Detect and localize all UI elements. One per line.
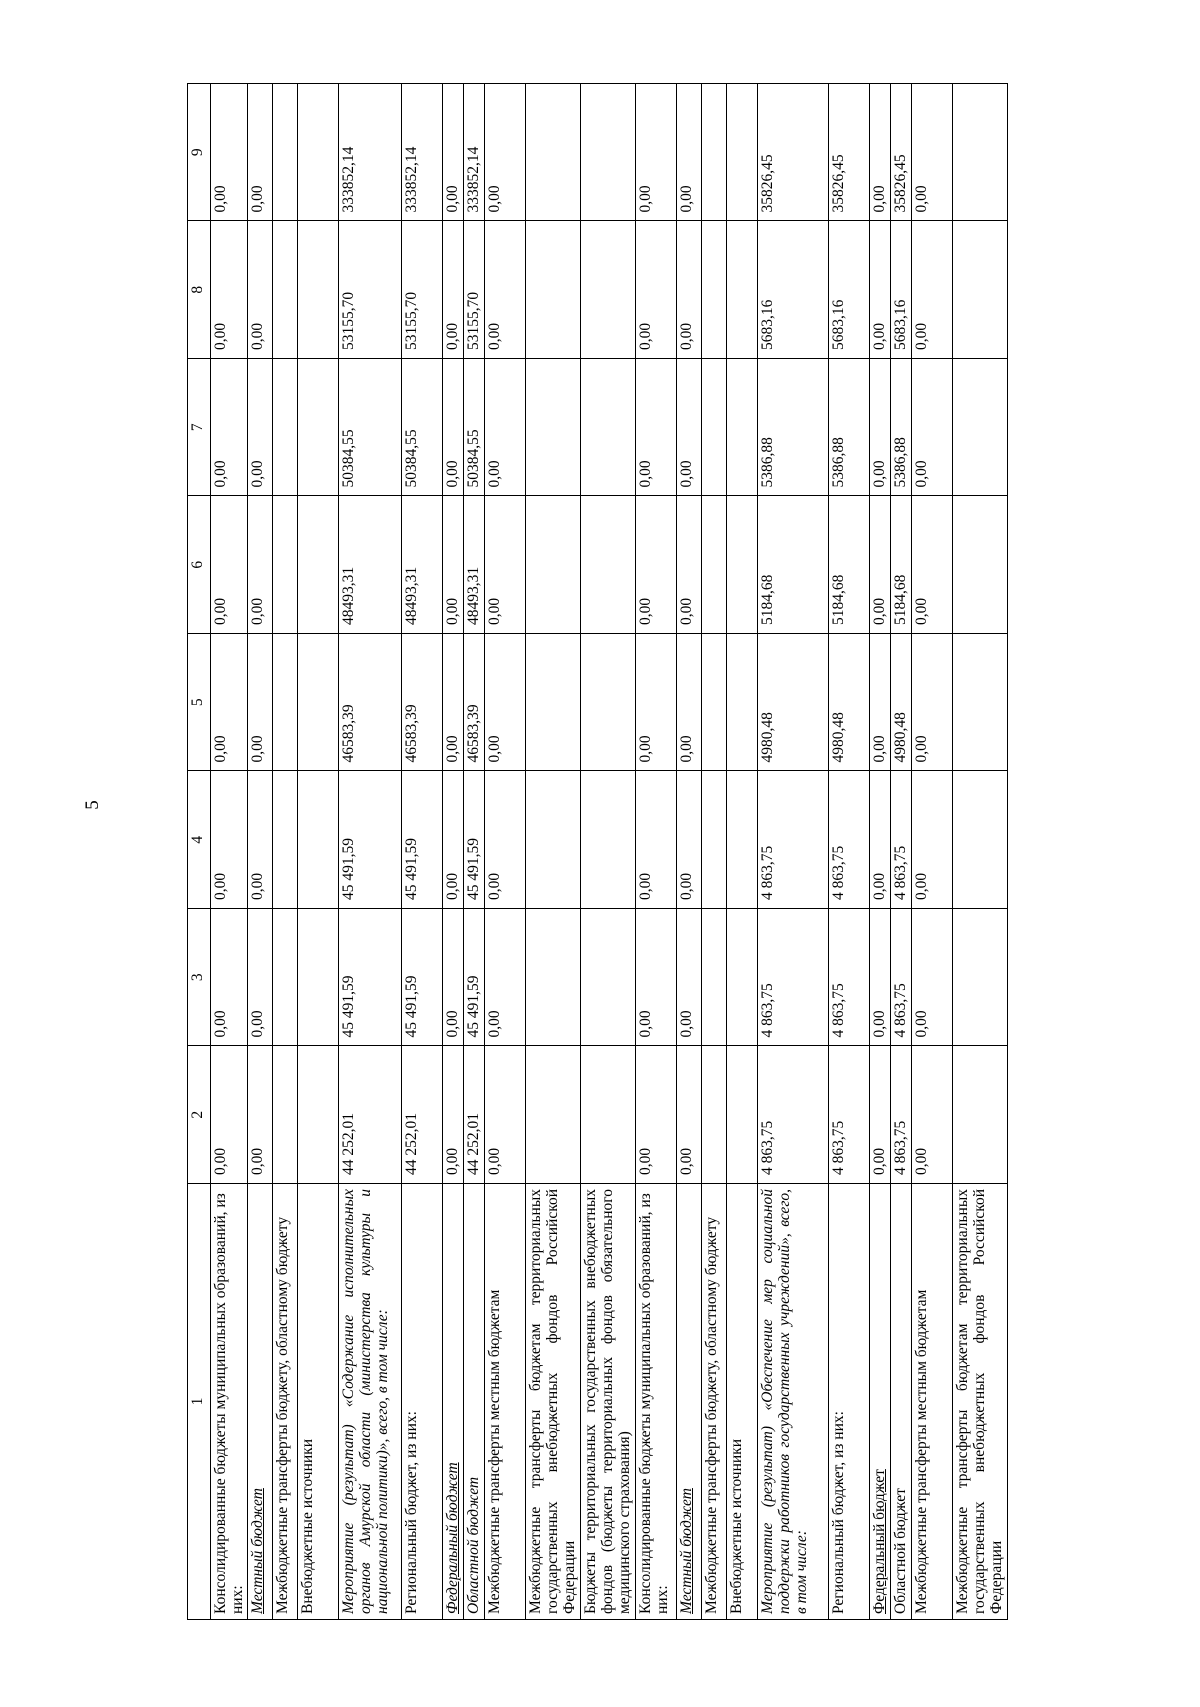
table-cell: 0,00	[912, 359, 953, 497]
row-label: Консолидированные бюджеты муниципальных образований, из них:	[636, 1184, 677, 1620]
page-number: 5	[82, 800, 103, 810]
row-label: Местный бюджет	[248, 1184, 273, 1620]
table-row	[870, 84, 891, 1620]
table-cell	[727, 84, 758, 222]
table-cell: 5184,68	[758, 496, 829, 634]
row-label: Местный бюджет	[677, 1184, 702, 1620]
table-cell: 333852,14	[464, 84, 485, 222]
table-cell: 0,00	[485, 496, 526, 634]
header-col-1: 1	[188, 1184, 211, 1620]
table-cell: 4 863,75	[891, 1046, 912, 1184]
header-col-6: 6	[188, 496, 211, 634]
table-cell: 4 863,75	[891, 909, 912, 1047]
table-row	[464, 84, 485, 1620]
table-cell: 44 252,01	[464, 1046, 485, 1184]
table-cell	[526, 909, 581, 1047]
table-cell: 0,00	[248, 496, 273, 634]
table-cell	[526, 359, 581, 497]
table-cell: 0,00	[870, 359, 891, 497]
table-cell: 0,00	[870, 634, 891, 772]
table-cell: 0,00	[636, 1046, 677, 1184]
table-cell: 0,00	[912, 634, 953, 772]
row-label: Бюджеты территориальных государственных внебюджетных фондов (бюджеты территориальных фондов обязательного медицинского страхования)	[581, 1184, 636, 1620]
table-cell: 0,00	[211, 496, 248, 634]
header-col-8: 8	[188, 221, 211, 359]
header-col-5: 5	[188, 634, 211, 772]
table-cell: 5683,16	[829, 221, 870, 359]
table-cell: 0,00	[677, 221, 702, 359]
table-cell: 0,00	[912, 771, 953, 909]
table-cell: 0,00	[211, 221, 248, 359]
table-cell: 0,00	[248, 1046, 273, 1184]
table-cell	[273, 909, 298, 1047]
table-cell	[953, 771, 1008, 909]
table-cell: 50384,55	[402, 359, 443, 497]
table-cell	[581, 1046, 636, 1184]
table-cell: 0,00	[485, 634, 526, 772]
table-row	[526, 84, 581, 1620]
table-row	[211, 84, 248, 1620]
table-cell: 0,00	[248, 221, 273, 359]
table-cell	[298, 909, 339, 1047]
table-cell: 0,00	[248, 771, 273, 909]
table-cell: 48493,31	[339, 496, 402, 634]
table-row	[891, 84, 912, 1620]
header-col-7: 7	[188, 359, 211, 497]
table-cell: 0,00	[211, 634, 248, 772]
table-cell: 0,00	[443, 634, 464, 772]
table-cell	[953, 634, 1008, 772]
row-label: Внебюджетные источники	[727, 1184, 758, 1620]
header-col-2: 2	[188, 1046, 211, 1184]
table-cell: 45 491,59	[339, 909, 402, 1047]
table-cell	[953, 359, 1008, 497]
table-row	[248, 84, 273, 1620]
table-cell: 0,00	[912, 1046, 953, 1184]
table-cell: 35826,45	[829, 84, 870, 222]
table-cell: 0,00	[912, 909, 953, 1047]
table-cell	[702, 496, 727, 634]
table-cell: 0,00	[912, 496, 953, 634]
table-cell	[581, 221, 636, 359]
row-label: Консолидированные бюджеты муниципальных образований, из них:	[211, 1184, 248, 1620]
table-cell	[702, 84, 727, 222]
table-cell: 0,00	[485, 909, 526, 1047]
table-cell	[727, 771, 758, 909]
table-cell: 48493,31	[464, 496, 485, 634]
table-cell: 0,00	[443, 771, 464, 909]
table-row	[485, 84, 526, 1620]
table-cell	[526, 221, 581, 359]
table-cell: 53155,70	[464, 221, 485, 359]
table-cell: 0,00	[443, 84, 464, 222]
budget-table	[187, 83, 1008, 1620]
table-cell: 50384,55	[464, 359, 485, 497]
table-cell	[298, 1046, 339, 1184]
table-cell	[953, 909, 1008, 1047]
table-cell	[702, 634, 727, 772]
table-cell: 45 491,59	[464, 909, 485, 1047]
table-cell: 45 491,59	[464, 771, 485, 909]
row-label: Межбюджетные трансферты бюджетам территориальных государственных внебюджетных фондов Российской Федерации	[526, 1184, 581, 1620]
table-cell: 4 863,75	[829, 771, 870, 909]
header-col-3: 3	[188, 909, 211, 1047]
table-cell: 0,00	[677, 496, 702, 634]
table-cell: 46583,39	[339, 634, 402, 772]
table-cell: 4 863,75	[829, 1046, 870, 1184]
table-cell: 0,00	[485, 771, 526, 909]
table-row	[581, 84, 636, 1620]
table-cell	[953, 221, 1008, 359]
table-cell: 0,00	[636, 771, 677, 909]
row-label: Межбюджетные трансферты бюджету, областному бюджету	[273, 1184, 298, 1620]
table-cell	[727, 496, 758, 634]
table-cell: 0,00	[248, 359, 273, 497]
table-cell: 0,00	[912, 221, 953, 359]
table-cell: 333852,14	[402, 84, 443, 222]
row-label: Мероприятие (результат) «Обеспечение мер социальной поддержки работников государственных учреждений», всего, в том числе:	[758, 1184, 829, 1620]
table-cell: 0,00	[870, 1046, 891, 1184]
row-label: Федеральный бюджет	[870, 1184, 891, 1620]
table-cell: 0,00	[636, 496, 677, 634]
table-cell: 5683,16	[758, 221, 829, 359]
table-row	[273, 84, 298, 1620]
table-cell: 0,00	[677, 771, 702, 909]
table-cell: 0,00	[485, 359, 526, 497]
table-row	[953, 84, 1008, 1620]
table-cell: 5386,88	[758, 359, 829, 497]
table-cell	[526, 496, 581, 634]
header-col-4: 4	[188, 771, 211, 909]
table-row	[402, 84, 443, 1620]
table-cell: 0,00	[443, 909, 464, 1047]
table-cell	[727, 221, 758, 359]
table-cell: 4 863,75	[829, 909, 870, 1047]
table-cell: 0,00	[636, 221, 677, 359]
table-cell: 0,00	[248, 909, 273, 1047]
table-cell: 5386,88	[891, 359, 912, 497]
table-cell	[727, 1046, 758, 1184]
table-cell: 44 252,01	[402, 1046, 443, 1184]
table-cell: 0,00	[677, 1046, 702, 1184]
table-cell	[273, 634, 298, 772]
table-row	[758, 84, 829, 1620]
table-cell: 44 252,01	[339, 1046, 402, 1184]
table-cell: 0,00	[677, 634, 702, 772]
table-cell	[581, 634, 636, 772]
table-cell: 0,00	[870, 84, 891, 222]
table-cell	[702, 1046, 727, 1184]
row-label: Межбюджетные трансферты местным бюджетам	[912, 1184, 953, 1620]
table-cell: 0,00	[211, 771, 248, 909]
table-row	[298, 84, 339, 1620]
row-label: Межбюджетные трансферты местным бюджетам	[485, 1184, 526, 1620]
table-cell: 0,00	[636, 359, 677, 497]
table-cell: 0,00	[211, 359, 248, 497]
table-row	[636, 84, 677, 1620]
row-label: Региональный бюджет, из них:	[829, 1184, 870, 1620]
table-cell: 5184,68	[829, 496, 870, 634]
table-cell	[526, 634, 581, 772]
table-cell	[526, 84, 581, 222]
table-cell: 45 491,59	[339, 771, 402, 909]
table-cell	[727, 909, 758, 1047]
table-cell	[702, 359, 727, 497]
table-cell	[273, 359, 298, 497]
table-cell: 0,00	[211, 909, 248, 1047]
table-cell: 4 863,75	[758, 1046, 829, 1184]
table-cell	[526, 1046, 581, 1184]
table-cell	[702, 221, 727, 359]
row-label: Региональный бюджет, из них:	[402, 1184, 443, 1620]
table-cell: 4980,48	[758, 634, 829, 772]
row-label: Внебюджетные источники	[298, 1184, 339, 1620]
table-cell: 0,00	[636, 909, 677, 1047]
table-cell	[298, 221, 339, 359]
table-cell: 53155,70	[339, 221, 402, 359]
table-cell: 4 863,75	[758, 771, 829, 909]
header-col-9: 9	[188, 84, 211, 222]
table-cell: 0,00	[912, 84, 953, 222]
table-cell	[953, 1046, 1008, 1184]
table-cell: 45 491,59	[402, 909, 443, 1047]
table-cell: 0,00	[443, 359, 464, 497]
table-cell: 4980,48	[891, 634, 912, 772]
table-cell: 0,00	[485, 221, 526, 359]
table-row	[339, 84, 402, 1620]
table-cell: 50384,55	[339, 359, 402, 497]
table-cell	[298, 84, 339, 222]
table-cell	[702, 909, 727, 1047]
table-cell	[953, 84, 1008, 222]
table-cell: 0,00	[636, 634, 677, 772]
table-cell: 0,00	[443, 221, 464, 359]
table-cell	[581, 771, 636, 909]
table-cell: 333852,14	[339, 84, 402, 222]
table-cell: 0,00	[870, 221, 891, 359]
table-cell	[581, 84, 636, 222]
table-cell: 0,00	[677, 909, 702, 1047]
table-cell: 0,00	[677, 359, 702, 497]
table-cell: 45 491,59	[402, 771, 443, 909]
table-row	[829, 84, 870, 1620]
table-row	[727, 84, 758, 1620]
table-cell	[727, 359, 758, 497]
table-cell	[953, 496, 1008, 634]
rotated-table-container	[187, 84, 1087, 1620]
table-cell	[273, 84, 298, 222]
table-cell	[273, 496, 298, 634]
table-cell: 0,00	[443, 496, 464, 634]
table-cell	[273, 221, 298, 359]
table-cell	[581, 359, 636, 497]
table-cell: 0,00	[211, 84, 248, 222]
table-cell: 48493,31	[402, 496, 443, 634]
table-cell	[526, 771, 581, 909]
table-cell: 0,00	[870, 496, 891, 634]
table-cell: 4 863,75	[758, 909, 829, 1047]
table-cell: 0,00	[677, 84, 702, 222]
table-cell: 46583,39	[402, 634, 443, 772]
table-cell: 5386,88	[829, 359, 870, 497]
table-cell: 0,00	[870, 909, 891, 1047]
table-cell	[727, 634, 758, 772]
table-cell: 0,00	[248, 84, 273, 222]
table-cell: 4980,48	[829, 634, 870, 772]
row-label: Межбюджетные трансферты бюджетам территориальных государственных внебюджетных фондов Российской Федерации	[953, 1184, 1008, 1620]
table-cell: 5184,68	[891, 496, 912, 634]
table-cell: 35826,45	[891, 84, 912, 222]
table-cell	[298, 359, 339, 497]
table-cell: 0,00	[211, 1046, 248, 1184]
table-cell: 0,00	[485, 1046, 526, 1184]
header-row	[188, 84, 211, 1620]
table-cell	[273, 771, 298, 909]
table-cell	[298, 634, 339, 772]
table-cell	[581, 496, 636, 634]
table-cell: 46583,39	[464, 634, 485, 772]
table-cell: 5683,16	[891, 221, 912, 359]
row-label: Областной бюджет	[464, 1184, 485, 1620]
table-cell: 0,00	[248, 634, 273, 772]
row-label: Мероприятие (результат) «Содержание исполнительных органов Амурской области (министерства культуры и национальной политики)», всего, в том числе:	[339, 1184, 402, 1620]
row-label: Федеральный бюджет	[443, 1184, 464, 1620]
row-label: Межбюджетные трансферты бюджету, областному бюджету	[702, 1184, 727, 1620]
table-cell	[702, 771, 727, 909]
table-cell: 53155,70	[402, 221, 443, 359]
table-row	[677, 84, 702, 1620]
table-cell	[298, 771, 339, 909]
table-cell: 35826,45	[758, 84, 829, 222]
table-row	[443, 84, 464, 1620]
table-cell: 0,00	[485, 84, 526, 222]
table-cell	[581, 909, 636, 1047]
table-cell	[273, 1046, 298, 1184]
table-row	[912, 84, 953, 1620]
table-cell: 0,00	[443, 1046, 464, 1184]
table-cell: 0,00	[636, 84, 677, 222]
row-label: Областной бюджет	[891, 1184, 912, 1620]
table-cell: 0,00	[870, 771, 891, 909]
table-row	[702, 84, 727, 1620]
table-cell	[298, 496, 339, 634]
table-cell: 4 863,75	[891, 771, 912, 909]
